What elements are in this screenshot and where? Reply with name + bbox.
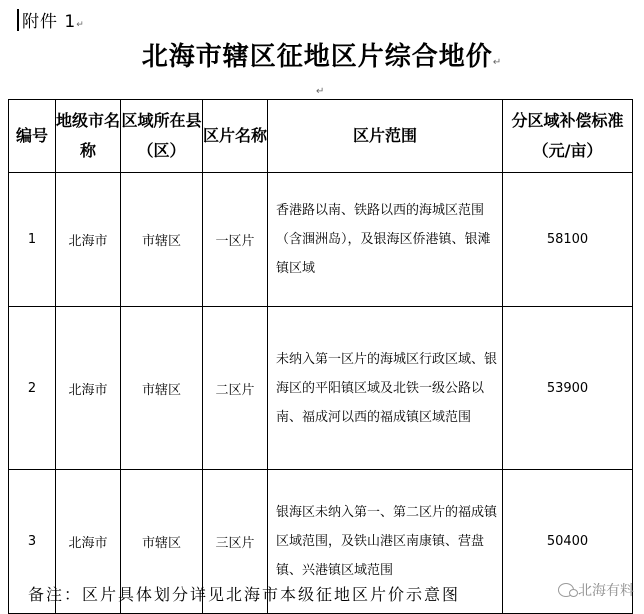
cell-number: 3 — [9, 470, 56, 614]
cell-range: 未纳入第一区片的海城区行政区域、银海区的平阳镇区域及北铁一级公路以南、福成河以西的福成镇区域范围 — [268, 307, 503, 470]
cell-zone: 一区片 — [203, 173, 268, 307]
text-cursor — [17, 9, 19, 31]
land-price-table — [8, 99, 633, 614]
cell-zone: 三区片 — [203, 470, 268, 614]
paragraph-mark: ↵ — [316, 86, 325, 97]
table-row — [9, 307, 633, 470]
header-zone-range: 区片范围 — [268, 100, 503, 173]
cell-price: 58100 — [503, 173, 633, 307]
watermark — [558, 580, 634, 600]
chat-bubble-icon — [558, 583, 574, 597]
cell-range: 银海区未纳入第一、第二区片的福成镇区域范围，及铁山港区南康镇、营盘镇、兴港镇区域范围 — [268, 470, 503, 614]
table-row — [9, 173, 633, 307]
cell-district: 市辖区 — [121, 307, 203, 470]
cell-city: 北海市 — [56, 173, 121, 307]
header-city-name: 地级市名称 — [56, 100, 121, 173]
header-compensation-standard: 分区域补偿标准（元/亩） — [503, 100, 633, 173]
cell-number: 2 — [9, 307, 56, 470]
cell-zone: 二区片 — [203, 307, 268, 470]
cell-price: 50400 — [503, 470, 633, 614]
cell-city: 北海市 — [56, 307, 121, 470]
header-zone-name: 区片名称 — [203, 100, 268, 173]
cell-district: 市辖区 — [121, 470, 203, 614]
watermark-text: 北海有料 — [578, 583, 634, 599]
table-header-row — [9, 100, 633, 173]
cell-city: 北海市 — [56, 470, 121, 614]
footnote: 备注：区片具体划分详见北海市本级征地区片价示意图 — [28, 585, 461, 604]
cell-district: 市辖区 — [121, 173, 203, 307]
header-county-district: 区域所在县（区） — [121, 100, 203, 173]
attachment-label: 附件 1↵ — [22, 12, 85, 32]
cell-price: 53900 — [503, 307, 633, 470]
cell-number: 1 — [9, 173, 56, 307]
document-title: 北海市辖区征地区片综合地价↵ — [141, 42, 503, 72]
cell-range: 香港路以南、铁路以西的海城区范围（含涠洲岛），及银海区侨港镇、银滩镇区域 — [268, 173, 503, 307]
header-number: 编号 — [9, 100, 56, 173]
